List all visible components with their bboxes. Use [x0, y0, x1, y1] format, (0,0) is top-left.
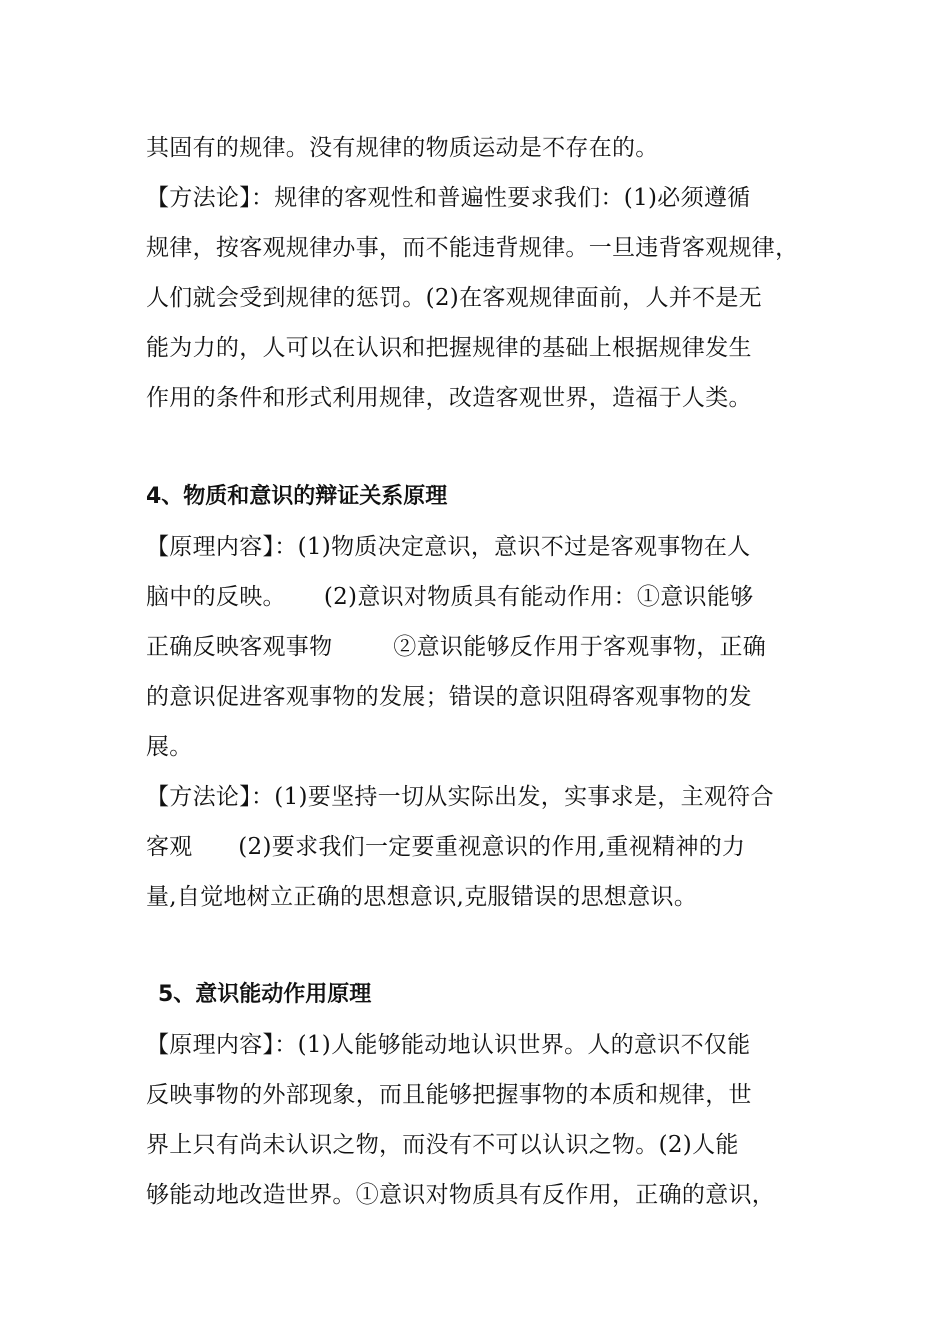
body-text-line: 能为力的，人可以在认识和把握规律的基础上根据规律发生 — [146, 335, 752, 361]
body-text-line: 展。 — [146, 734, 193, 760]
section-heading-4: 4、物质和意识的辩证关系原理 — [146, 484, 448, 509]
body-text-line: 够能动地改造世界。①意识对物质具有反作用，正确的意识， — [146, 1182, 776, 1208]
body-text-line: 其固有的规律。没有规律的物质运动是不存在的。 — [146, 135, 659, 161]
body-text-line: 反映事物的外部现象，而且能够把握事物的本质和规律，世 — [146, 1082, 752, 1108]
body-text-line: 【方法论】：规律的客观性和普遍性要求我们：(1)必须遵循 — [146, 185, 751, 211]
body-text-line: 正确反映客观事物 ②意识能够反作用于客观事物，正确 — [146, 634, 767, 660]
body-text-line: 人们就会受到规律的惩罚。(2)在客观规律面前，人并不是无 — [146, 285, 762, 311]
body-text-line: 规律，按客观规律办事，而不能违背规律。一旦违背客观规律， — [146, 235, 799, 261]
body-text-line: 脑中的反映。 (2)意识对物质具有能动作用：①意识能够 — [146, 584, 754, 610]
body-text-line: 客观 (2)要求我们一定要重视意识的作用,重视精神的力 — [146, 834, 746, 860]
body-text-line: 【原理内容】：(1)物质决定意识，意识不过是客观事物在人 — [146, 534, 751, 560]
body-text-line: 量,自觉地树立正确的思想意识,克服错误的思想意识。 — [146, 884, 698, 910]
body-text-line: 作用的条件和形式利用规律，改造客观世界，造福于人类。 — [146, 385, 752, 411]
body-text-line: 界上只有尚未认识之物，而没有不可以认识之物。(2)人能 — [146, 1132, 739, 1158]
body-text-line: 【方法论】：(1)要坚持一切从实际出发，实事求是，主观符合 — [146, 784, 774, 810]
body-text-line: 的意识促进客观事物的发展；错误的意识阻碍客观事物的发 — [146, 684, 752, 710]
body-text-line: 【原理内容】：(1)人能够能动地认识世界。人的意识不仅能 — [146, 1032, 751, 1058]
section-heading-5: 5、意识能动作用原理 — [158, 982, 372, 1007]
